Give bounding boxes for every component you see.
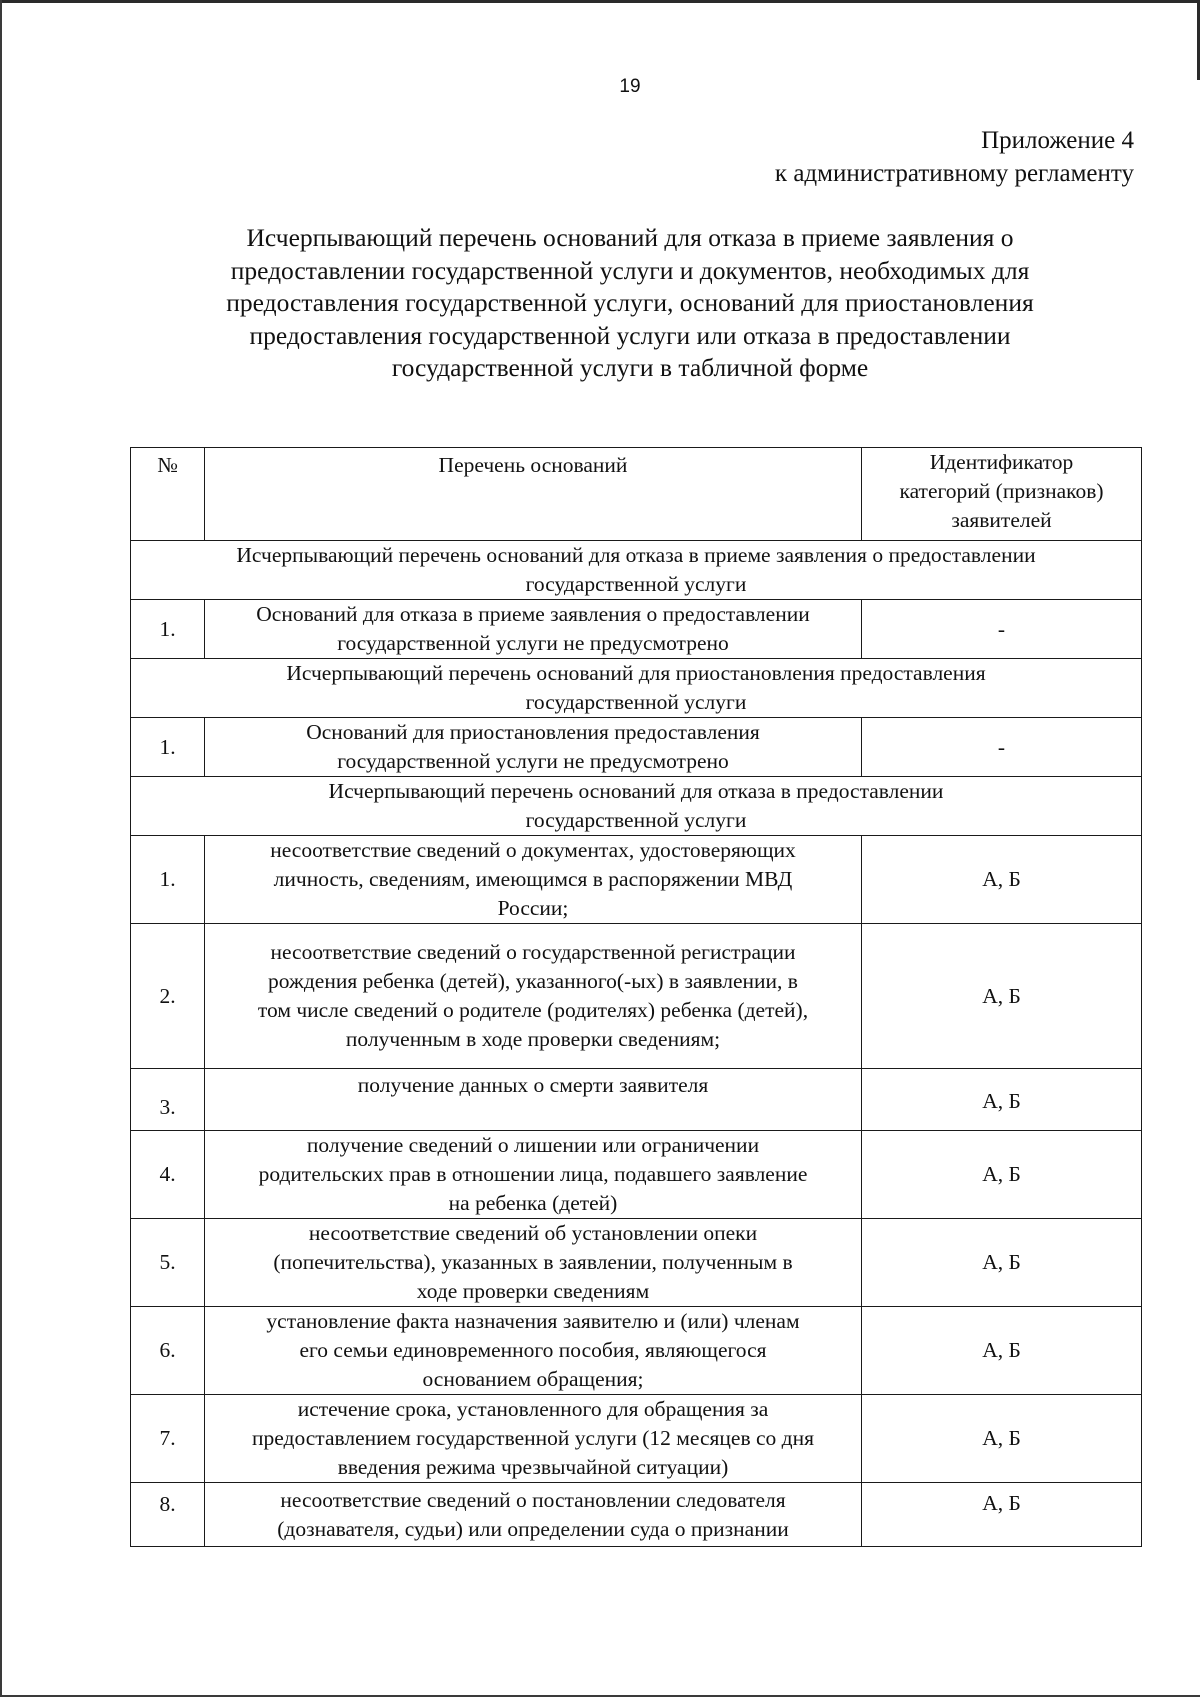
header-number: № [131,448,205,541]
row-text-line: том числе сведений о родителе (родителях) ребенка (детей), [257,998,809,1022]
document-title [130,222,1130,385]
row-text-line: государственной услуги не предусмотрено [337,631,729,655]
row-text-line: Оснований для приостановления предоставления [306,720,760,744]
row-text-line: получение сведений о лишении или ограничении [306,1133,760,1157]
section-heading-2 [131,659,1142,718]
section-heading-line: государственной услуги [525,572,747,596]
row-number: 7. [131,1395,205,1483]
row-number: 4. [131,1131,205,1219]
header-identifier-line-3: заявителей [951,508,1052,532]
row-text-line: установление факта назначения заявителю и (или) членам [266,1309,800,1333]
row-text [205,1307,862,1395]
row-text-line: полученным в ходе проверки сведениям; [345,1027,721,1051]
row-text [205,1395,862,1483]
row-identifier: А, Б [862,1131,1142,1219]
title-line-4: предоставления государственной услуги или отказа в предоставлении [249,320,1011,350]
row-text-line: (попечительства), указанных в заявлении, полученным в [273,1250,793,1274]
row-identifier: А, Б [862,1395,1142,1483]
row-number: 1. [131,600,205,659]
section-heading-1 [131,541,1142,600]
row-text [205,1131,862,1219]
row-number: 6. [131,1307,205,1395]
scan-edge-top [0,0,1200,3]
row-text-line: истечение срока, установленного для обращения за [297,1397,769,1421]
row-text-line: основанием обращения; [422,1367,644,1391]
row-text-line: несоответствие сведений о документах, удостоверяющих [270,838,796,862]
table-row [131,1219,1142,1307]
row-text-line: несоответствие сведений об установлении опеки [308,1221,758,1245]
table-header-row [131,448,1142,541]
row-text-line: несоответствие сведений о постановлении следователя [280,1488,786,1512]
row-number: 5. [131,1219,205,1307]
row-number: 1. [131,836,205,924]
header-grounds: Перечень оснований [205,448,862,541]
row-text [205,836,862,924]
table-row [131,924,1142,1069]
row-identifier: А, Б [862,836,1142,924]
appendix-line-2: к административному регламенту [774,160,1134,187]
table-row [131,718,1142,777]
table-row [131,1395,1142,1483]
row-number: 2. [131,924,205,1069]
scan-edge-left [0,0,2,1697]
row-text-line: предоставлением государственной услуги (12 месяцев со дня [252,1426,814,1450]
title-line-5: государственной услуги в табличной форме [391,353,869,382]
grounds-table [130,447,1142,1547]
row-text-line: ходе проверки сведениям [416,1279,650,1303]
row-identifier: - [862,718,1142,777]
title-line-3: предоставления государственной услуги, оснований для приостановления [226,288,1034,317]
table-row [131,1069,1142,1131]
row-text-line: несоответствие сведений о государственной регистрации [270,940,796,964]
row-text [205,1219,862,1307]
row-text-line: Оснований для отказа в приеме заявления о предоставлении [256,602,810,626]
row-identifier: А, Б [862,1219,1142,1307]
page-number: 19 [619,76,641,97]
row-text [205,924,862,1069]
title-line-2: предоставлении государственной услуги и документов, необходимых для [230,255,1030,285]
section-heading-line: государственной услуги [525,808,747,832]
section-heading-line: Исчерпывающий перечень оснований для отказа в приеме заявления о предоставлении [236,543,1036,567]
title-line-1: Исчерпывающий перечень оснований для отказа в приеме заявления о [246,223,1014,252]
table-row [131,600,1142,659]
section-heading-line: государственной услуги [525,690,747,714]
row-number: 1. [131,718,205,777]
row-identifier: А, Б [862,924,1142,1069]
section-row [131,659,1142,718]
table-row [131,1307,1142,1395]
row-text-line: на ребенка (детей) [448,1191,618,1215]
row-number: 8. [131,1483,205,1547]
table-row [131,836,1142,924]
section-heading-line: Исчерпывающий перечень оснований для приостановления предоставления [286,661,986,685]
header-identifier-line-2: категорий (признаков) [899,479,1104,503]
row-text-line: личность, сведениям, имеющимся в распоряжении МВД [273,867,793,891]
row-text [205,1483,862,1547]
row-text-line: родительских прав в отношении лица, подавшего заявление [258,1162,808,1186]
section-row [131,541,1142,600]
row-identifier: А, Б [862,1483,1142,1547]
header-identifier-line-1: Идентификатор [929,450,1074,474]
row-text-line: рождения ребенка (детей), указанного(-ых) в заявлении, в [268,969,798,993]
row-identifier: А, Б [862,1307,1142,1395]
table-row [131,1483,1142,1547]
appendix-reference [775,124,1134,190]
row-text [205,600,862,659]
section-heading-3 [131,777,1142,836]
row-text-line: введения режима чрезвычайной ситуации) [337,1455,729,1479]
row-identifier: А, Б [862,1069,1142,1131]
section-heading-line: Исчерпывающий перечень оснований для отказа в предоставлении [328,779,944,803]
section-row [131,777,1142,836]
row-number: 3. [131,1069,205,1131]
row-text [205,1069,862,1131]
table-row [131,1131,1142,1219]
row-text-line: получение данных о смерти заявителя [357,1073,709,1097]
row-text-line: государственной услуги не предусмотрено [337,749,729,773]
row-text-line: России; [497,896,569,920]
header-identifier [862,448,1142,541]
row-text [205,718,862,777]
row-identifier: - [862,600,1142,659]
row-text-line: его семьи единовременного пособия, являющегося [299,1338,767,1362]
appendix-line-1: Приложение 4 [981,127,1134,154]
row-text-line: (дознавателя, судьи) или определении суда о признании [277,1517,789,1541]
